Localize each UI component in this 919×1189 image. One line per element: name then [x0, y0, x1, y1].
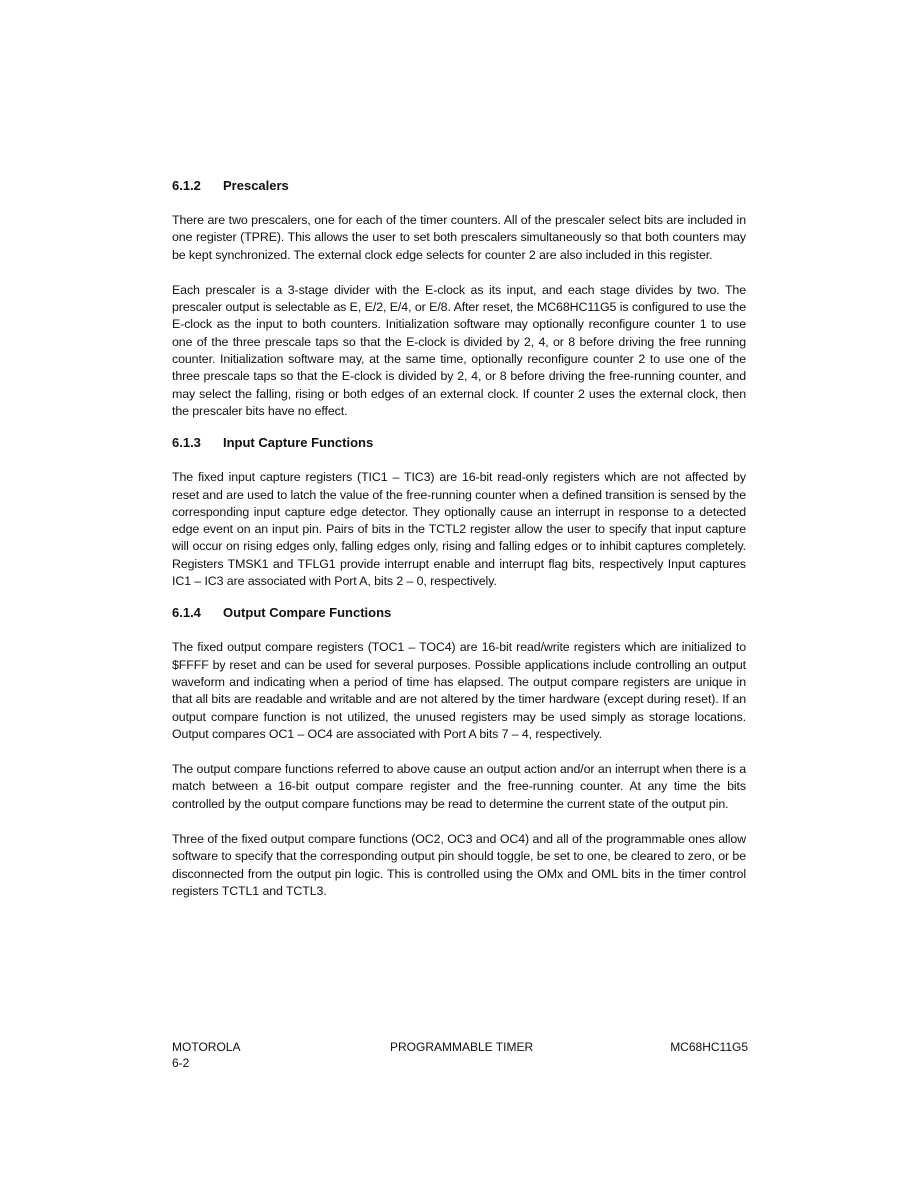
paragraph: The fixed output compare registers (TOC1 – TOC4) are 16-bit read/write registers which are initialized to $FFFF by reset and can be used for several purposes. Possible applications include controlling an output waveform and indicating when a period of time has elapsed. The output compare registers are unique in that all bits are readable and writable and are not altered by the timer hardware (except during reset). If an output compare function is not utilized, the unused registers may be used simply as storage locations. Output compares OC1 – OC4 are associated with Port A bits 7 – 4, respectively. — [172, 640, 746, 741]
paragraph: The output compare functions referred to above cause an output action and/or an interrupt when there is a match between a 16-bit output compare register and the free-running counter. At any time the bits controlled by the output compare functions may be read to determine the current state of the output pin. — [172, 762, 746, 811]
section-output-compare — [172, 604, 746, 900]
section-number: 6.1.3 — [172, 435, 201, 451]
paragraph: Each prescaler is a 3-stage divider with the E-clock as its input, and each stage divides by two. The prescaler output is selectable as E, E/2, E/4, or E/8. After reset, the MC68HC11G5 is configured to use the E-clock as the input to both counters. Initialization software may optionally reconfigure counter 1 to use one of the three prescale taps so that the E-clock is divided by 2, 4, or 8 before driving the free running counter. Initialization software may, at the same time, optionally reconfigure counter 2 to use one of the three prescale taps so that the E-clock is divided by 2, 4, or 8 before driving the free-running counter, and may select the falling, rising or both edges of an external clock. If counter 2 uses the external clock, then the prescaler bits have no effect. — [172, 282, 746, 418]
section-input-capture — [172, 434, 746, 590]
section-title: Prescalers — [223, 178, 289, 193]
section-number: 6.1.2 — [172, 178, 201, 193]
section-heading — [172, 177, 746, 194]
footer-chapter-title: PROGRAMMABLE TIMER — [390, 1040, 534, 1054]
section-title: Input Capture Functions — [223, 435, 374, 451]
footer-company: MOTOROLA — [172, 1040, 241, 1054]
footer-page-number: 6-2 — [172, 1056, 190, 1070]
section-prescalers — [172, 177, 746, 420]
section-heading — [172, 434, 746, 451]
section-heading — [172, 604, 746, 621]
page-body — [172, 177, 746, 900]
paragraph: Three of the fixed output compare functions (OC2, OC3 and OC4) and all of the programmable ones allow software to specify that the corresponding output pin should toggle, be set to one, be cleared to zero, or be disconnected from the output pin logic. This is controlled using the OMx and OML bits in the timer control registers TCTL1 and TCTL3. — [172, 832, 746, 898]
paragraph: The fixed input capture registers (TIC1 – TIC3) are 16-bit read-only registers which are not affected by reset and are used to latch the value of the free-running counter when a defined transition is sensed by the corresponding input capture edge detector. They optionally cause an interrupt in response to a detected edge event on an input pin. Pairs of bits in the TCTL2 register allow the user to specify that input capture will occur on rising edges only, falling edges only, rising and falling edges or to inhibit captures completely. Registers TMSK1 and TFLG1 provide interrupt enable and interrupt flag bits, respectively Input captures IC1 – IC3 are associated with Port A, bits 2 – 0, respectively. — [172, 470, 746, 589]
footer-part-number: MC68HC11G5 — [670, 1040, 748, 1054]
section-number: 6.1.4 — [172, 605, 201, 621]
section-title: Output Compare Functions — [223, 605, 392, 621]
paragraph: There are two prescalers, one for each of the timer counters. All of the prescaler select bits are included in one register (TPRE). This allows the user to set both prescalers simultaneously so that both counters may be kept synchronized. The external clock edge selects for counter 2 are also included in this register. — [172, 213, 746, 262]
